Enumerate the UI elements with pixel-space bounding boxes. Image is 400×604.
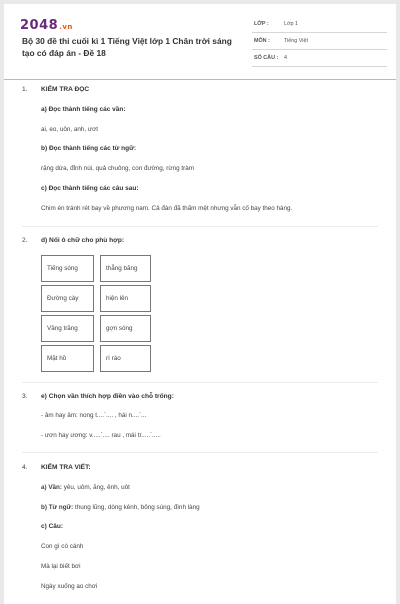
- meta-value: 4: [284, 55, 287, 61]
- header-divider: [4, 79, 396, 80]
- q4-c-label: c) Câu:: [41, 523, 64, 530]
- q1-b-text: rặng dừa, đỉnh núi, quả chuông, con đường, rừng tràm: [41, 165, 194, 172]
- meta-key: LỚP :: [254, 21, 269, 27]
- logo-suffix: .vn: [59, 23, 73, 31]
- question-1-title: KIỂM TRA ĐỌC: [41, 86, 90, 93]
- poem-line: Mà lại biết bơi: [41, 563, 81, 570]
- question-number: 1.: [22, 86, 28, 93]
- meta-subject-row: [252, 33, 387, 50]
- worksheet-page: [4, 4, 396, 604]
- q4-a-text: yêu, uôm, ăng, ênh, uôt: [62, 484, 130, 491]
- meta-value: Tiếng Việt: [284, 38, 308, 44]
- question-4-title: KIỂM TRA VIẾT:: [41, 464, 91, 471]
- poem-line: Ngày xuống ao chơi: [41, 583, 98, 590]
- match-right-cell[interactable]: thẳng băng: [100, 255, 151, 282]
- poem-line: Con gì có cánh: [41, 543, 84, 550]
- q1-c-text: Chim én tránh rét bay về phương nam. Cả đàn đã thấm mệt nhưng vẫn cố bay theo hàng.: [41, 205, 293, 212]
- logo-text: 2048: [20, 18, 59, 33]
- meta-key: SỐ CÂU :: [254, 55, 279, 61]
- q3-line-1: - âm hay âm: nong t....`.... , hái n....`...: [41, 412, 147, 419]
- match-left-cell[interactable]: Đường cày: [41, 285, 94, 312]
- meta-value: Lớp 1: [284, 21, 299, 27]
- section-divider: [22, 382, 378, 383]
- q1-c-label: c) Đọc thành tiếng các câu sau:: [41, 185, 139, 192]
- meta-class-row: [252, 16, 387, 33]
- q4-b-text: thung lũng, dòng kênh, bông súng, đình làng: [73, 504, 200, 511]
- q3-line-2: - ươn hay ương: v.....`.... rau , mái tr.....`.....: [41, 432, 161, 439]
- site-logo[interactable]: [20, 18, 73, 33]
- q4-a-row: [41, 484, 130, 491]
- match-left-cell[interactable]: Mặt hồ: [41, 345, 94, 372]
- question-2-title: d) Nối ô chữ cho phù hợp:: [41, 237, 125, 244]
- match-right-cell[interactable]: gợn sóng: [100, 315, 151, 342]
- match-right-cell[interactable]: rì rào: [100, 345, 151, 372]
- section-divider: [22, 226, 378, 227]
- match-right-cell[interactable]: hiện lên: [100, 285, 151, 312]
- question-number: 2.: [22, 237, 28, 244]
- question-number: 4.: [22, 464, 28, 471]
- meta-panel: [252, 16, 387, 67]
- question-number: 3.: [22, 393, 28, 400]
- q1-a-label: a) Đọc thành tiếng các vần:: [41, 106, 126, 113]
- q4-b-row: [41, 504, 200, 511]
- page-title: Bộ 30 đề thi cuối kì 1 Tiếng Việt lớp 1 Chân trời sáng tạo có đáp án - Đề 18: [22, 36, 232, 58]
- meta-count-row: [252, 50, 387, 67]
- meta-key: MÔN :: [254, 38, 270, 44]
- section-divider: [22, 452, 378, 453]
- question-3-title: e) Chọn vần thích hợp điền vào chỗ trống:: [41, 393, 174, 400]
- match-left-cell[interactable]: Tiếng sóng: [41, 255, 94, 282]
- q4-b-label: b) Từ ngữ:: [41, 504, 74, 511]
- q1-b-label: b) Đọc thành tiếng các từ ngữ:: [41, 145, 136, 152]
- worksheet-header: [4, 4, 396, 78]
- q4-a-label: a) Vần:: [41, 484, 62, 491]
- match-left-cell[interactable]: Vầng trăng: [41, 315, 94, 342]
- q1-a-text: ai, eo, uôn, anh, ươt: [41, 126, 99, 133]
